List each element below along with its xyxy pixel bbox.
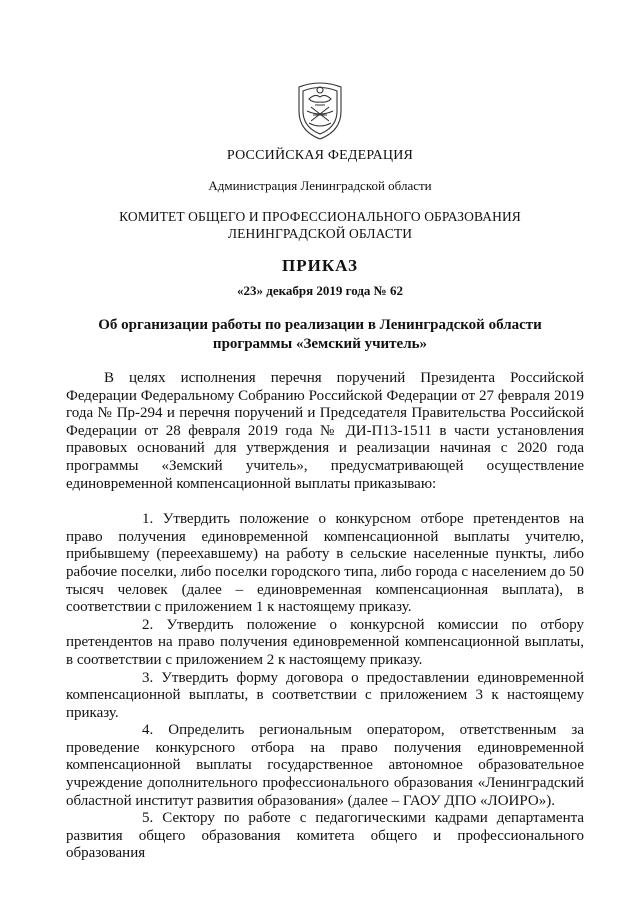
item-number: 4. <box>142 722 154 739</box>
document-body <box>66 370 584 863</box>
item-number: 3. <box>142 669 154 686</box>
item-number: 5. <box>142 810 154 827</box>
administration-name: Администрация Ленинградской области <box>208 178 432 193</box>
title-line-2: программы «Земский учитель» <box>212 336 428 352</box>
document-title <box>0 316 640 354</box>
order-item-4 <box>66 722 584 810</box>
item-text: Утвердить форму договора о предоставлении единовременной компенсационной выплаты, в соответствии с приложением 3 к настоящему приказу. <box>66 669 584 721</box>
committee-line-2: ЛЕНИНГРАДСКОЙ ОБЛАСТИ <box>227 226 413 241</box>
item-number: 2. <box>142 616 154 633</box>
order-item-2 <box>66 617 584 670</box>
committee-line-1: КОМИТЕТ ОБЩЕГО И ПРОФЕССИОНАЛЬНОГО ОБРАЗОВАНИЯ <box>119 209 521 224</box>
order-item-5 <box>66 810 584 863</box>
item-text: Определить региональным оператором, ответственным за проведение конкурсного отбора на право получения единовременной компенсационной выплаты государственное автономное образовательное учреждение дополнительного профессионального образования «Ленинградский областной институт развития образования» (далее – ГАОУ ДПО «ЛОИРО»). <box>66 722 585 809</box>
title-line-1: Об организации работы по реализации в Ленинградской области <box>98 317 542 333</box>
order-item-1 <box>66 511 584 617</box>
coat-of-arms-emblem <box>291 77 349 141</box>
committee-name <box>0 208 640 242</box>
preamble-paragraph: В целях исполнения перечня поручений Президента Российской Федерации Федеральному Собранию Российской Федерации от 27 февраля 2019 года № Пр-294 и перечня поручений и Председателя Правительства Российской Федерации от 28 февраля 2019 года № ДИ-П13-1511 в части установления правовых оснований для утверждения и реализации начиная с 2020 года программы «Земский учитель», предусматривающей осуществление единовременной компенсационной выплаты приказываю: <box>66 370 584 492</box>
date-and-number: «23» декабря 2019 года № 62 <box>237 283 403 298</box>
item-text: Сектору по работе с педагогическими кадрами департамента развития общего образования комитета общего и профессионального образования <box>66 810 584 862</box>
document-type: ПРИКАЗ <box>282 256 358 275</box>
country-name: РОССИЙСКАЯ ФЕДЕРАЦИЯ <box>226 148 414 163</box>
item-text: Утвердить положение о конкурсном отборе претендентов на право получения единовременной компенсационной выплаты учителю, прибывшему (переехавшему) на работу в сельские населенные пункты, либо рабочие поселки, либо поселки городского типа, либо города с населением до 50 тысяч человек (далее – единовременная компенсационная выплата), в соответствии с приложением 1 к настоящему приказу. <box>66 511 585 616</box>
item-number: 1. <box>142 511 154 528</box>
item-text: Утвердить положение о конкурсной комиссии по отбору претендентов на право получения единовременной компенсационной выплаты, в соответствии с приложением 2 к настоящему приказу. <box>66 616 585 668</box>
order-item-3 <box>66 670 584 723</box>
